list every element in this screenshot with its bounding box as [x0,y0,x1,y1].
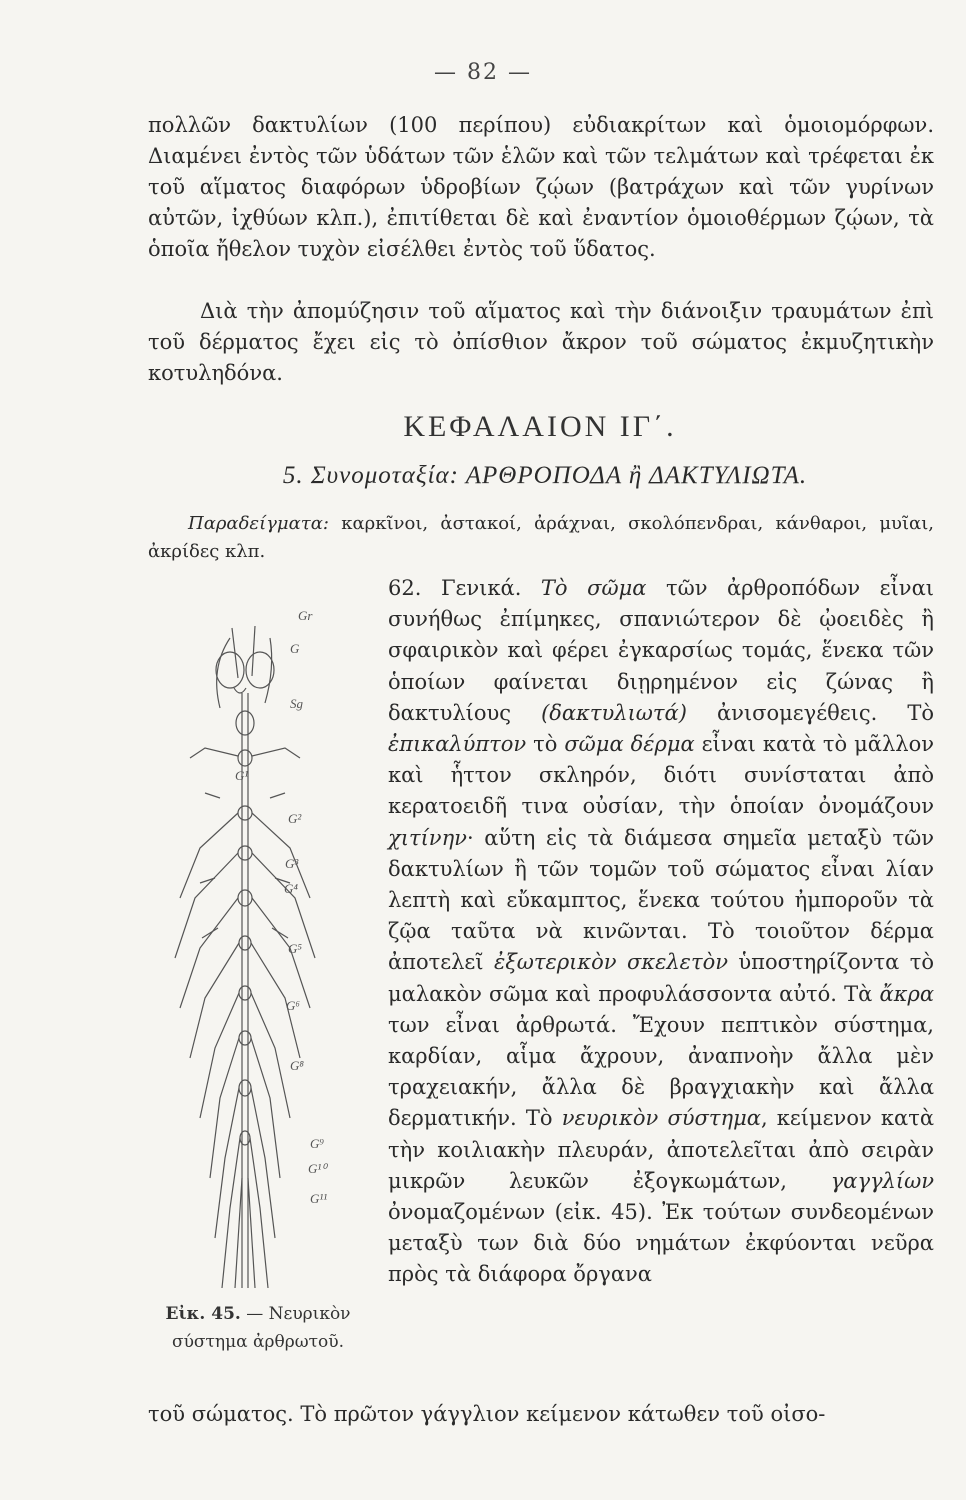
term-to-soma: Τὸ σῶμα [540,576,647,600]
section-title: 5. Συνομοταξία: ΑΡΘΡΟΠΟΔΑ ἢ ΔΑΚΤΥΛΙΩΤΑ. [282,462,808,489]
text-segment-14: των εἶναι ἀρθρωτά. Ἔχουν πεπτικὸν σύστημα, καρδίαν, αἷμα ἄχρουν, ἀναπνοὴν ἄλλα μὲν τραχειακήν, ἄλλα δὲ βραγχιακὴν καὶ ἄλλα δερματικήν. Τὸ [388,1012,934,1131]
section-62-text [388,573,934,1291]
figure-label-g3: G³ [285,856,299,871]
figure-label-g11: G¹¹ [310,1191,328,1206]
text-segment-8: εἶναι κατὰ τὸ μᾶλλον καὶ ἧττον σκληρόν, διότι συνίσταται ἀπὸ κερατοειδῆ τινα οὐσίαν, τὴν ὁποίαν ὀνομάζουν [388,732,934,819]
figure-label-g: G [290,641,300,656]
chapter-title: ΚΕΦΑΛΑΙΟΝ ΙΓ΄. [403,410,677,443]
figure-caption-text: — Νευρικὸν σύστημα ἀρθρωτοῦ. [171,1304,351,1352]
examples-line [148,510,934,566]
text-segment-2: τῶν ἀρθροπόδων εἶναι συνήθως ἐπίμηκες, σπανιώτερον δὲ ᾠοειδὲς ἢ σφαιρικὸν καὶ φέρει ἐγκαρσίως τομάς, ἕνεκα τῶν ὁποίων φαίνεται διῃρημένον εἰς ζώνας ἢ δακτυλίους [388,576,934,725]
nervous-system-figure [160,598,385,1298]
nervous-system-illustration [160,598,385,1298]
figure-label-g4: G⁴ [284,881,298,896]
examples-text: καρκῖνοι, ἀστακοί, ἀράχναι, σκολόπενδραι, κάνθαροι, μυῖαι, ἀκρίδες κλπ. [148,513,934,562]
figure-label-sg: Sg [290,696,303,711]
figure-caption [143,1300,373,1356]
figure-label-g10: G¹⁰ [308,1161,327,1176]
figure-label-g6: G⁶ [286,998,300,1013]
text-segment-10: · αὕτη εἰς τὰ διάμεσα σημεῖα μεταξὺ τῶν δακτυλίων ἢ τῶν τομῶν τοῦ σώματος εἶναι λίαν λεπτὴ καὶ εὔκαμπτος, ἕνεκα τούτου ἠμποροῦν τὰ ζῷα ταῦτα νὰ κινῶνται. Τὸ τοιοῦτον δέρμα ἀποτελεῖ [388,825,934,975]
figure-label-g9: G⁹ [310,1136,324,1151]
figure-label-g5: G⁵ [288,941,302,956]
last-line: τοῦ σώματος. Τὸ πρῶτον γάγγλιον κείμενον κάτωθεν τοῦ οἰσο- [148,1402,826,1426]
paragraph-leech-habitat: πολλῶν δακτυλίων (100 περίπου) εὐδιακρίτων καὶ ὁμοιομόρφων. Διαμένει ἐντὸς τῶν ὑδάτων τῶν ἑλῶν καὶ τῶν τελμάτων καὶ τρέφεται ἐκ τοῦ αἵματος διαφόρων ὑδροβίων ζῴων (βατράχων καὶ τῶν γυρίνων αὐτῶν, ἰχθύων κλπ.), ἐπιτίθεται δὲ καὶ ἐναντίον ὁμοιοθέρμων ζῴων, τὰ ὁποῖα ἤθελον τυχὸν εἰσέλθει ἐντὸς τοῦ ὕδατος. [148,113,934,261]
section-62-intro: 62. Γενικά. [388,576,541,600]
text-segment-16: , κείμενον κατὰ τὴν κοιλιακὴν πλευράν, ἀποτελεῖται ἀπὸ σειρὰν μικρῶν λευκῶν ἐξογκωμάτων, [388,1106,935,1193]
text-segment-6: τὸ [526,732,565,757]
figure-label-g1: G¹ [235,768,249,783]
paragraph-leech-sucker: Διὰ τὴν ἀπομύζησιν τοῦ αἵματος καὶ τὴν διάνοιξιν τραυμάτων ἐπὶ τοῦ δέρματος ἔχει εἰς τὸ ὀπίσθιον ἄκρον τοῦ σώματος ἐκμυζητικὴν κοτυληδόνα. [148,299,934,385]
term-gagglion: γαγγλίων [830,1168,934,1193]
text-segment-12: ὑποστηρίζοντα τὸ μαλακὸν σῶμα καὶ προφυλάσσοντα αὐτό. Τὰ [388,950,934,1006]
examples-lead: Παραδείγματα: [188,513,329,534]
figure-label-gr: Gr [298,608,313,623]
term-daktyliota: (δακτυλιωτά) [541,700,687,725]
text-segment-18: ὀνομαζομένων (εἰκ. 45). Ἐκ τούτων συνδεομένων μεταξὺ των διὰ δύο νημάτων ἐκφύονται νεῦρα πρὸς τὰ διάφορα ὄργανα [388,1200,934,1287]
term-exoteriko-skeleto: ἐξωτερικὸν σκελετὸν [493,950,728,975]
term-soma-derma: σῶμα δέρμα [564,732,695,757]
figure-number: Εἰκ. 45. [165,1304,241,1324]
term-chitini: χιτίνην [388,825,467,850]
term-akra: ἄκρα [879,981,934,1006]
figure-label-g2: G² [288,811,302,826]
page-number: — 82 — [434,60,532,85]
text-segment-4: ἀνισομεγέθεις. Τὸ [686,700,934,725]
figure-label-g8: G⁸ [290,1058,304,1073]
term-nevriko-systima: νευρικὸν σύστημα [561,1106,761,1131]
term-epikalypton: ἐπικαλύπτον [388,732,527,757]
